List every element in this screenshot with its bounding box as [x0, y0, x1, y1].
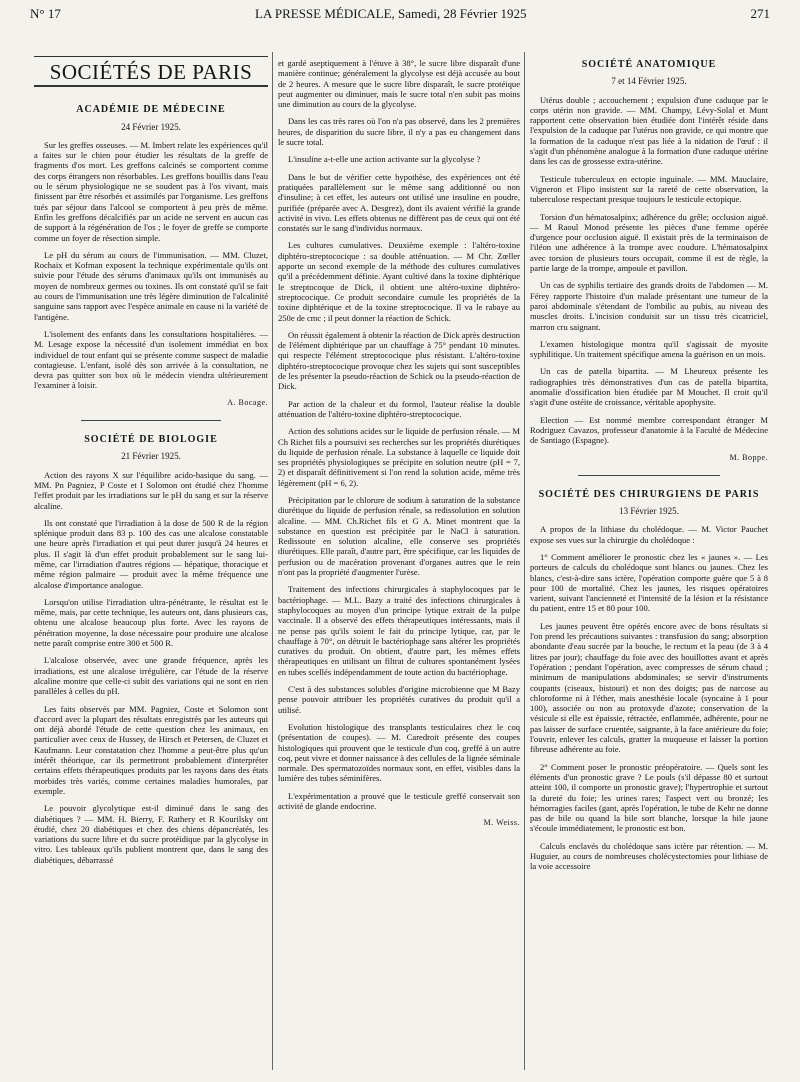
article-paragraph: L'expérimentation a prouvé que le testicule greffé conservait son activité de glande endocrine. [278, 790, 520, 811]
article-paragraph: Lorsqu'on utilise l'irradiation ultra-pénétrante, le résultat est le même, mais, par cette technique, les auteurs ont, dans plusieurs cas, obtenu une alcalose beaucoup plus forte. Avec les rayons de pénétration moyenne, la dose nécessaire pour produire une alcalose nette paraît comprise entre 300 et 500 R. [34, 596, 268, 649]
section-date: 13 Février 1925. [619, 506, 679, 517]
page-number: 271 [750, 6, 770, 21]
column-divider [524, 52, 525, 1070]
article-paragraph: Les faits observés par MM. Pagniez, Coste et Solomon sont d'accord avec la plupart des résultats enregistrés par les auteurs qui ont déjà abordé l'étude de cette question chez les animaux, en particulier avec ceux de Hussey, de Hirsch et Petersen, de Cluzet et Kaufmann. Leur constatation chez l'homme a peut-être plus qu'un intérêt théorique, car ils permettront probablement d'interpréter certains effets thérapeutiques produits par les rayons dans des états morbides très variés, comme certaines maladies humorales, par exemple. [34, 703, 268, 796]
article-paragraph: A propos de la lithiase du cholédoque. — M. Victor Pauchet expose ses vues sur la chirurgie du cholédoque : [530, 524, 768, 545]
issue-number: N° 17 [30, 6, 61, 21]
section-title-academie: ACADÉMIE DE MÉDECINE [76, 104, 226, 116]
article-paragraph: Un cas de syphilis tertiaire des grands droits de l'abdomen — M. Férey rapporte l'histoire d'un malade présentant une tumeur de la paroi abdominale s'étendant de l'ombilic au pubis, au niveau des muscles droits. L'incision conduisit sur un tissu très cicatriciel, marron cru saignant. [530, 280, 768, 332]
article-paragraph: Le pH du sérum au cours de l'immunisation. — MM. Cluzet, Rochaix et Kofman exposent la technique expérimentale qu'ils ont suivie pour l'étude des sérums d'animaux qu'ils ont immunisés au moyen de nombreux germes ou toxines. Ils ont constaté qu'il se fait au cours de l'immunisation une très légère diminution de l'alcalinité sanguine sans rapport avec l'espèce animale en cause ni la variété de l'antigène. [34, 249, 268, 322]
article-paragraph: Le pouvoir glycolytique est-il diminué dans le sang des diabétiques ? — MM. H. Bierry, F. Rathery et R Kourilsky ont étudié, chez 20 diabétiques et chez des chiens dépancréatés, les variations du sucre libre et du sucre protéidique par la glycolyse in vitro. Les tableaux qu'ils publient montrent que, dans le sang des diabétiques, débarrassé [34, 803, 268, 865]
section-divider [578, 475, 721, 476]
section-divider [81, 420, 221, 421]
article-paragraph: Testicule tuberculeux en ectopie inguinale. — MM. Mauclaire, Vigneron et Flipo insistent sur la rareté de cette observation, la tuberculose respectant presque toujours le testicule ectopique. [530, 173, 768, 205]
article-paragraph: Torsion d'un hématosalpinx; adhérence du grêle; occlusion aiguë. — M Raoul Monod présente les pièces d'une femme opérée d'urgence pour occlusion aiguë. Il existait près de la terminaison de l'iléon une adhérence à la trompe avec coudure. L'hématosalpinx avec torsion de plusieurs tours occupait, comme il est de règle, la partie large de la trompe, ampoule et pavillon. [530, 211, 768, 274]
section-title-biologie: SOCIÉTÉ DE BIOLOGIE [84, 434, 218, 446]
section-title-anatomique: SOCIÉTÉ ANATOMIQUE [581, 59, 717, 70]
article-paragraph: Un cas de patella bipartita. — M Lheureux présente les radiographies très démonstratives d'un cas de patella bipartita, anomalie d'ossification bien étudiée par M Mouchet. Il croit qu'il s'agit d'une ostéite de croissance, véritable apophysite. [530, 366, 768, 408]
author-signature: M. Boppe. [729, 452, 768, 462]
article-paragraph: On réussit également à obtenir la réaction de Dick après destruction de l'élément diphtérique par un chauffage à 75° pendant 10 minutes. qui respecte l'élément streptococique plus résistant. L'altéro-toxine diphtéro-streptococique provoque chez les sujets qui sont susceptibles de les présenter la pseudo-réaction de Schick ou la pseudo-réaction de Dick. [278, 329, 520, 392]
section-date: 7 et 14 Février 1925. [611, 76, 687, 87]
article-paragraph: Par action de la chaleur et du formol, l'auteur réalise la double atténuation de l'altéro-toxine diphtéro-streptococique. [278, 398, 520, 419]
column-2 [278, 58, 520, 835]
article-paragraph: Action des rayons X sur l'équilibre acido-basique du sang. — MM. Pn Pagniez, P Coste et I Solomon ont étudié chez l'homme l'effet produit par les irradiations sur le pH du sang et sur la réserve alcaline. [34, 469, 268, 511]
article-paragraph: Précipitation par le chlorure de sodium à saturation de la substance diurétique du liquide de perfusion rénale, sa redissolution en solution alcaline. — MM. Ch.Richet fils et G A. Minet montrent que la substance en question est précipitée par le NaCl à saturation. Redissoute en solution alcaline, elle conserve ses propriétés diurétiques. Elle paraît, d'autre part, être spécifique, car les liquides de perfusion ou de macération provenant d'organes autres que le rein n'ont pas la propriété d'augmenter l'urèse. [278, 494, 520, 578]
article-paragraph: Les jaunes peuvent être opérés encore avec de bons résultats si l'on prend les précautions suivantes : transfusion du sang; absorption abondante d'eau sucrée par la bouche, le rectum et la peau (de 3 à 4 litres par jour); chauffage du foie avec des bouillottes avant et après l'opération ; pendant l'opération, avec compresses de sérum chaud ; minimum de manipulations abdominales; se servir d'instruments coupants (ciseaux, bistouri) et non des doigts; pas de narcose au chloroforme ni à l'éther, mais anesthésie locale (syncaine à 1 pour 100), associée ou non au protoxyde d'azote; conservation de la vésicule si elle est épaissie, rétractée, enflammée, adhérente, pour ne pas laisser de surface cruentée, saignante, à la face antérieure du foie; l'ouvrir, enlever les calculs, gratter la muqueuse et laisser la portion fibreuse adhérente au foie. [530, 620, 768, 755]
section-date: 24 Février 1925. [121, 121, 181, 132]
societes-title: SOCIÉTÉS DE PARIS [34, 56, 268, 87]
column-divider [272, 52, 273, 1070]
article-paragraph: Ils ont constaté que l'irradiation à la dose de 500 R de la région splénique produit dans 83 p. 100 des cas une alcalose constatable une heure après l'irradiation et qui peut durer jusqu'à 24 heures et plus. Il s'agit là d'un effet produit probablement sur le sang lui-même, car l'irradiation d'autres régions — hépatique, thoracique et même région palmaire — produit avec la même fréquence une alcalose d'importance analogue. [34, 517, 268, 590]
section-title-chirurgiens: SOCIÉTÉ DES CHIRURGIENS DE PARIS [538, 488, 760, 500]
section-date: 21 Février 1925. [121, 451, 181, 462]
article-paragraph: Election — Est nommé membre correspondant étranger M Rodriguez Cavazos, professeur d'anatomie à la Faculté de Médecine de Santiago (Espagne). [530, 414, 768, 446]
article-paragraph: et gardé aseptiquement à l'étuve à 38°, le sucre libre disparaît d'une manière continue; généralement la glycolyse est déjà accusée au bout de 2 heures. A mesure que le sucre libre disparaît, le sucre protéique peut augmenter ou diminuer, mais le sucre total n'en subit pas moins une diminution au cours de la glycolyse. [278, 58, 520, 110]
article-paragraph: L'isolement des enfants dans les consultations hospitalières. — M. Lesage expose la nécessité d'un isolement immédiat en box individuel de tout enfant qui se présente comme suspect de maladie contagieuse. L'enfant, isolé dès son arrivée à la consultation, ne devra pas quitter son box où le médecin viendra ultérieurement l'examiner à loisir. [34, 328, 268, 391]
article-paragraph: L'insuline a-t-elle une action activante sur la glycolyse ? [288, 154, 481, 165]
article-paragraph: Action des solutions acides sur le liquide de perfusion rénale. — M Ch Richet fils a poursuivi ses recherches sur les propriétés diurétiques du liquide de perfusion rénale. La substance à laquelle ce liquide doit ses propriétés physiologiques se précipite en solution neutre (pH = 7, 2) et disparaît définitivement si l'on rend la solution acide, même très légèrement (pH = 6, 2). [278, 426, 520, 488]
article-paragraph: Traitement des infections chirurgicales à staphylocoques par le bactériophage. — M.L. Bazy a traité des infections chirurgicales à staphylocoques au moyen d'un principe lytique extrait de la pulpe vaccinale. Il a observé des effets thérapeutiques intéressants, mais il ne pense pas qu'ils soient le fait du principe lytique, car, par le chauffage à 70°, on détruit le bactériophage sans altérer les propriétés curatives du produit. On obtient, d'autre part, les mêmes effets thérapeutiques en utilisant un filtrat de cultures spontanément lysées en tubes scellés indépendamment de toute action du bactériophage. [278, 584, 520, 677]
article-paragraph: Evolution histologique des transplants testiculaires chez le coq (présentation de coupes). — M. Caredroit présente des coupes histologiques qui prouvent que le testicule d'un coq, greffé à un autre coq, peut vivre et donner naissance à des cellules de la lignée séminale normale. Des spermatozoïdes normaux sont, en effet, visibles dans la lumière des tubes séminifères. [278, 721, 520, 784]
article-paragraph: Dans le but de vérifier cette hypothèse, des expériences ont été pratiquées parallèlement sur le même sang additionné ou non d'insuline; à cet effet, les auteurs ont utilisé une insuline en poudre, purifiée (préparée avec A. Desgrez), dont ils avaient vérifié la grande activité in vivo. Les effets obtenus ne diffèrent pas de ceux qui ont été constatés sur le sang d'individus normaux. [278, 171, 520, 234]
column-3 [530, 58, 768, 879]
article-paragraph: L'alcalose observée, avec une grande fréquence, après les irradiations, est une alcalose irrégulière, car l'étude de la réserve alcaline montre que celle-ci subit des variations qui ne sont en rien parallèles à celles du pH. [34, 655, 268, 697]
article-paragraph: 1° Comment améliorer le pronostic chez les « jaunes ». — Les porteurs de calculs du cholédoque sont blancs ou jaunes. Chez les blancs, c'est-à-dire sans ictère, l'opération comporte guère que 5 à 8 pour 100 de mortalité. Chez les jaunes, les risques opératoires varient, suivant l'ancienneté et l'intensité de la lésion et la résistance du patient, entre 15 et 80 pour 100. [530, 551, 768, 614]
article-paragraph: Utérus double ; accouchement ; expulsion d'une caduque par le corps utérin non gravide. — MM. Champy, Lévy-Solal et Munt rapportent cette observation bien étudiée dont l'intérêt réside dans l'expulsion de la caduque par l'utérus non gravide, ce qui montre que la formation de la caduque n'est pas liée à la nidation de l'œuf : il s'agit d'un phénomène analogue à la formation d'une caduque utérine dans les cas de grossesse extra-utérine. [530, 94, 768, 167]
author-signature: M. Weiss. [483, 818, 520, 828]
article-paragraph: Les cultures cumulatives. Deuxième exemple : l'altéro-toxine diphtéro-streptococique : sa double atténuation. — M Chr. Zœller apporte un second exemple de la méthode des cultures cumulatives qu'il a précédemment définie. Ayant cultivé dans la toxine diphtérique le streptocoque de Dick, il obtient une altéro-toxine diphtéro-streptococique. Ce produit secondaire cumule les propriétés de la toxine diphtérique et de la toxine streptococique. Il va le rabaye au 250e de cmc ; il peut donner la réaction de Schick. [278, 240, 520, 323]
journal-title: LA PRESSE MÉDICALE, Samedi, 28 Février 1925 [255, 6, 527, 21]
article-paragraph: Sur les greffes osseuses. — M. Imbert relate les expériences qu'il a faites sur le chien pour étudier les résultats de la greffe de fragments d'os mort. Les greffons calcinés se comportent comme des corps étrangers non résorbables. Les greffons bouillis dans l'eau ou le sérum physiologique ne se soudent pas à l'os vivant, mais finissent par être résorbés et assimilés par l'organisme. Les greffons tués par séjour dans l'alcool se comportent à peu près de même. Enfin les greffons décalcifiés par un acide ne servent en aucun cas de support à la régénération de l'os ; le foyer de greffe se comporte comme un foyer de résection simple. [34, 139, 268, 243]
article-paragraph: Calculs enclavés du cholédoque sans ictère par rétention. — M. Huguier, au cours de nombreuses cholécystectomies pour lithiase de la voie accessoire [530, 840, 768, 872]
article-paragraph: C'est à des substances solubles d'origine microbienne que M Bazy pense pouvoir attribuer les propriétés curatives du produit qu'il a utilisé. [278, 684, 520, 715]
column-1 [34, 56, 268, 872]
author-signature: A. Bocage. [227, 397, 268, 407]
article-paragraph: 2° Comment poser le pronostic préopératoire. — Quels sont les éléments d'un pronostic grave ? Le pouls (s'il dépasse 80 et surtout atteint 100, il comporte un pronostic grave); l'hypertrophie et surtout la dureté du foie; les urines rares; l'aspect vert ou bronzé; les hémorragies faciles (gant, après l'opération, le tube de Kehr ne donne pas de bile ou quand la bile sort blanche, lorsque la bile jaune s'écoule immédiatement, le pronostic est bon. [530, 761, 768, 834]
article-paragraph: Dans les cas très rares où l'on n'a pas observé, dans les 2 premières heures, de disparition du sucre libre, il n'y a pas eu changement dans le sucre total. [278, 116, 520, 148]
page-header [30, 6, 770, 26]
article-paragraph: L'examen histologique montra qu'il s'agissait de myosite syphilitique. Un traitement spécifique amena la guérison en un mois. [530, 338, 768, 360]
